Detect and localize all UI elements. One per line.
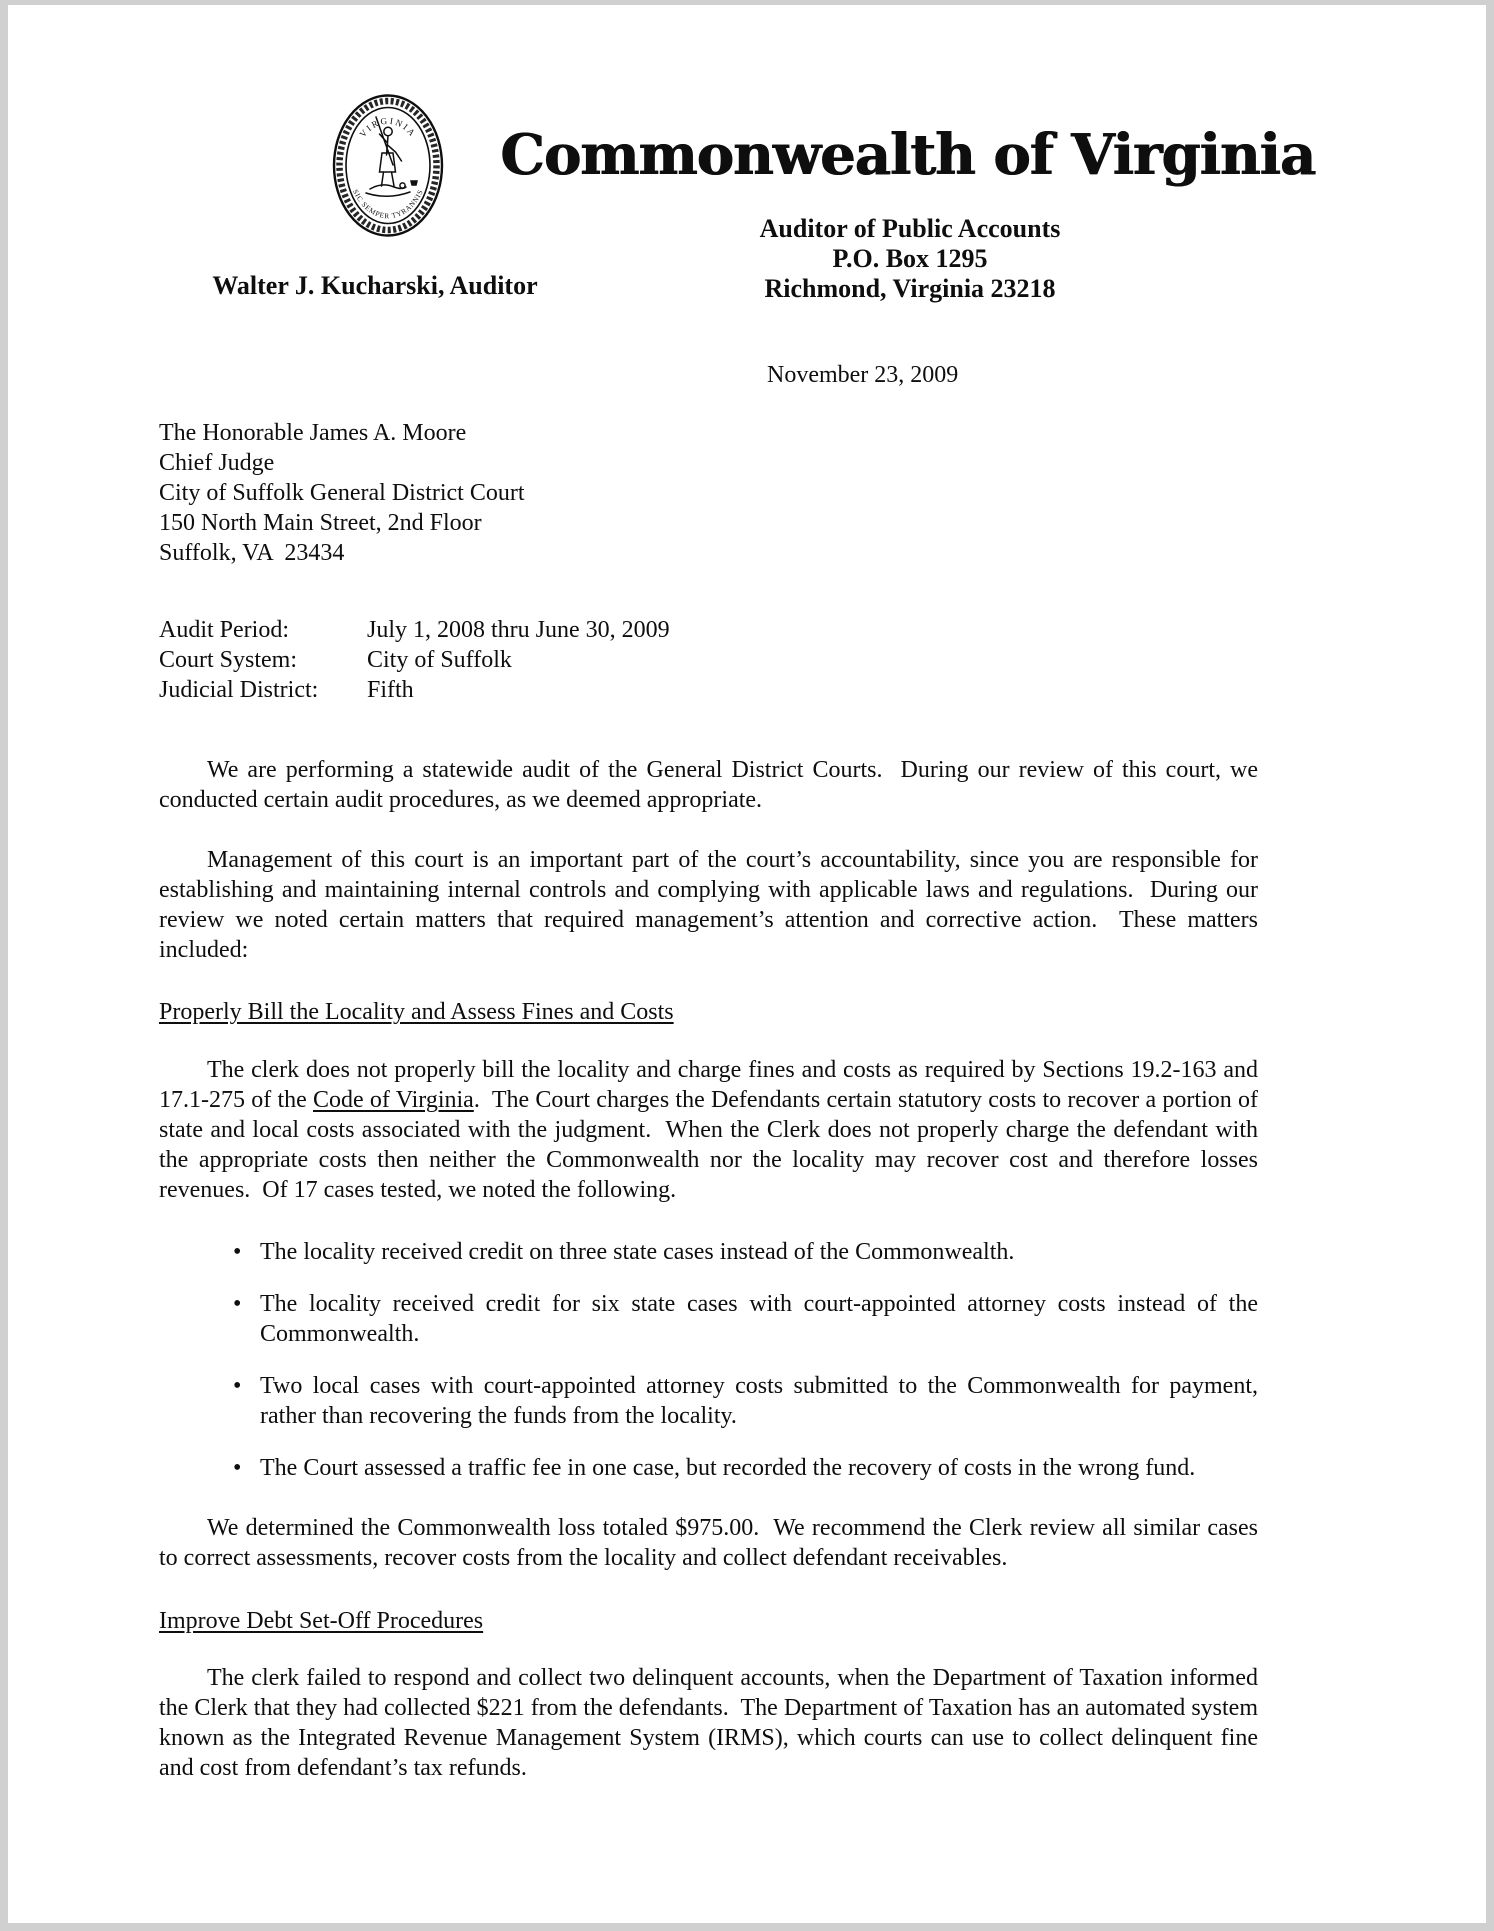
section-heading-billing — [159, 997, 1258, 1027]
seal-bottom-text: SIC SEMPER TYRANNIS — [351, 188, 425, 221]
list-item — [159, 1289, 1264, 1349]
audit-period-value: July 1, 2008 thru June 30, 2009 — [367, 617, 670, 643]
recipient-title: Chief Judge — [159, 450, 275, 476]
bullet-icon: • — [233, 1373, 242, 1399]
list-item — [159, 1371, 1264, 1431]
court-system-row — [159, 645, 1258, 675]
recipient-street: 150 North Main Street, 2nd Floor — [159, 510, 482, 536]
list-item — [159, 1237, 1258, 1267]
judicial-district-value: Fifth — [367, 677, 414, 703]
court-system-label: Court System: — [159, 647, 298, 673]
paragraph-debt-set-off-detail: The clerk failed to respond and collect two delinquent accounts, when the Department of Taxation informed the Clerk that they had collected $221 from the defendants. The Department of Taxation has an automated system known as the Integrated Revenue Management System (IRMS), which courts can use to collect delinquent fine and cost from defendant’s tax refunds. — [159, 1665, 1264, 1781]
audit-info-table — [159, 615, 1258, 705]
recipient-city-state-zip: Suffolk, VA 23434 — [159, 540, 345, 566]
paragraph-management: Management of this court is an important part of the court’s accountability, since you are responsible for establishing and maintaining internal controls and complying with applicable laws and regulations. During our review we noted certain matters that required management’s attention and corrective action. These matters included: — [159, 847, 1264, 963]
audit-period-row — [159, 615, 1258, 645]
bullet-icon: • — [233, 1455, 242, 1481]
section-heading-debt-set-off — [159, 1606, 1258, 1636]
letterhead-title: Commonwealth of Virginia — [500, 122, 1315, 188]
paragraph-statewide-audit: We are performing a statewide audit of the General District Courts. During our review of this court, we conducted certain audit procedures, as we deemed appropriate. — [159, 757, 1264, 813]
agency-address-block — [620, 214, 1200, 304]
section-heading-billing-text: Properly Bill the Locality and Assess Fines and Costs — [159, 999, 674, 1025]
court-system-value: City of Suffolk — [367, 647, 512, 673]
billing-text-before-citation: The clerk does not properly bill the locality and charge fines and costs as required by Sections 19.2-163 and 17.1-275 of the — [159, 1057, 1264, 1113]
recipient-address-block — [159, 418, 1258, 568]
agency-name: Auditor of Public Accounts — [759, 214, 1061, 243]
finding-three-state-cases: The locality received credit on three state cases instead of the Commonwealth. — [260, 1239, 1015, 1265]
bullet-icon: • — [233, 1239, 242, 1265]
seal-top-text: VIRGINIA — [357, 115, 419, 140]
auditor-name: Walter J. Kucharski, Auditor — [212, 271, 538, 300]
recipient-name: The Honorable James A. Moore — [159, 420, 467, 446]
findings-bullet-list — [159, 1237, 1264, 1483]
list-item — [159, 1453, 1258, 1483]
virginia-state-seal-icon — [332, 93, 444, 238]
agency-po-box: P.O. Box 1295 — [832, 244, 988, 273]
finding-two-local-cases: Two local cases with court-appointed attorney costs submitted to the Commonwealth for payment, rather than recovering the funds from the locality. — [260, 1373, 1264, 1429]
svg-text:SIC SEMPER TYRANNIS — [351, 188, 425, 220]
code-of-virginia-citation: Code of Virginia — [313, 1087, 474, 1113]
letter-date: November 23, 2009 — [767, 362, 959, 388]
finding-traffic-fee: The Court assessed a traffic fee in one case, but recorded the recovery of costs in the wrong fund. — [260, 1455, 1196, 1481]
audit-period-label: Audit Period: — [159, 617, 289, 643]
section-heading-debt-set-off-text: Improve Debt Set-Off Procedures — [159, 1608, 484, 1634]
recipient-court: City of Suffolk General District Court — [159, 480, 525, 506]
letterhead — [159, 90, 1315, 360]
finding-six-state-cases: The locality received credit for six state cases with court-appointed attorney costs instead of the Commonwealth. — [260, 1291, 1264, 1347]
judicial-district-row — [159, 675, 1258, 705]
agency-city-state-zip: Richmond, Virginia 23218 — [764, 274, 1056, 303]
letter-paper — [8, 5, 1486, 1923]
paragraph-loss-determination: We determined the Commonwealth loss totaled $975.00. We recommend the Clerk review all similar cases to correct assessments, recover costs from the locality and collect defendant receivables. — [159, 1515, 1264, 1571]
bullet-icon: • — [233, 1291, 242, 1317]
judicial-district-label: Judicial District: — [159, 677, 319, 703]
billing-text-after-citation: . The Court charges the Defendants certain statutory costs to recover a portion of state and local costs associated with the judgment. When the Clerk does not properly charge the defendant with the appropriate costs then neither the Commonwealth nor the locality may recover cost and therefore losses revenues. Of 17 cases tested, we noted the following. — [159, 1087, 1264, 1203]
paragraph-billing-detail — [159, 1055, 1264, 1205]
